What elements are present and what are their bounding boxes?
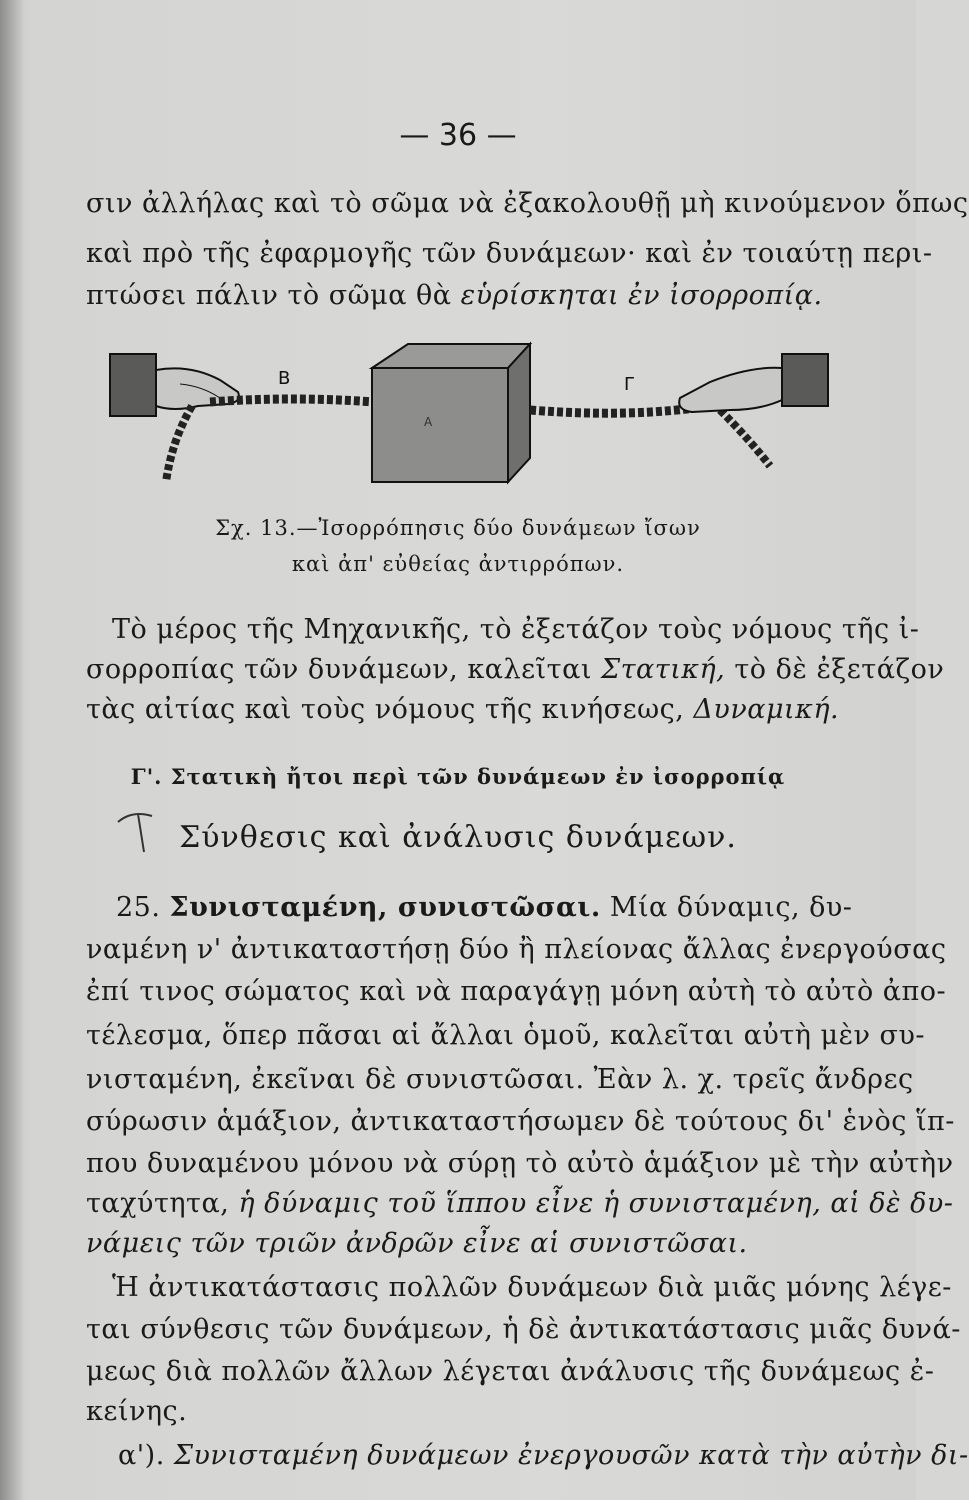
paragraph2-line2-b: τὸ δὲ ἐξετάζον [734, 654, 945, 685]
paragraph1-line1: σιν ἀλλήλας καὶ τὸ σῶμα νὰ ἐξακολουθῇ μὴ κινούμενον ὅπως [86, 188, 969, 219]
subsection-heading: Γ'. Στατικὴ ἤτοι περὶ τῶν δυνάμεων ἐν ἰσορροπίᾳ [130, 764, 786, 789]
paragraph3-line3: ἐπί τινος σώματος καὶ νὰ παραγάγῃ μόνη αὐτὴ τὸ αὐτὸ ἀπο- [86, 976, 947, 1007]
paragraph1-line3-text: πτώσει πάλιν τὸ σῶμα θὰ [86, 280, 452, 311]
paragraph3-line5: νισταμένη, ἐκεῖναι δὲ συνιστῶσαι. Ἐὰν λ. χ. τρεῖς ἄνδρες [86, 1064, 914, 1095]
paragraph5-label: α'). [118, 1440, 165, 1471]
section-heading: Σύνθεσις καὶ ἀνάλυσις δυνάμεων. [179, 820, 737, 855]
paragraph3-line1-rest: Μία δύναμις, δυ- [609, 892, 853, 923]
figure-label-g: Γ [624, 374, 635, 395]
paragraph5-line1 [118, 1438, 969, 1474]
paragraph3-line8-italic: ἡ δύναμις τοῦ ἵππου εἶνε ἡ συνισταμένη, αἱ δὲ δυ- [238, 1188, 954, 1219]
paragraph3-number: 25. [116, 892, 161, 923]
paragraph3-line8 [86, 1186, 954, 1222]
paragraph1-line3 [86, 278, 844, 314]
figure-label-b: Β [278, 368, 291, 389]
paragraph2-line3 [86, 692, 844, 728]
paragraph3-line8-a: ταχύτητα, [86, 1188, 230, 1219]
figure-caption-line1: Σχ. 13.—Ἰσορρόπησις δύο δυνάμεων ἴσων [215, 516, 701, 540]
paragraph3-line4: τέλεσμα, ὅπερ πᾶσαι αἱ ἄλλαι ὁμοῦ, καλεῖται αὐτὴ μὲν συ- [86, 1020, 926, 1051]
rope-left-hanging [166, 406, 192, 482]
paragraph1-line3-italic: εὑρίσκηται ἐν ἰσορροπίᾳ. [460, 280, 823, 311]
paragraph4-line2: ται σύνθεσις τῶν δυνάμεων, ἡ δὲ ἀντικατάστασις μιᾶς δυνά- [86, 1314, 961, 1345]
block-a [372, 344, 530, 482]
paragraph3-line9-italic: νάμεις τῶν τριῶν ἀνδρῶν εἶνε αἱ συνιστῶσαι. [86, 1228, 748, 1259]
paragraph2-line2-a: σορροπίας τῶν δυνάμεων, καλεῖται [86, 654, 592, 685]
paragraph3-line1 [116, 890, 853, 926]
paragraph3-title: Συνισταμένη, συνιστῶσαι. [169, 892, 601, 923]
paragraph4-line3: μεως διὰ πολλῶν ἄλλων λέγεται ἀνάλυσις τῆς δυνάμεως ἐ- [86, 1356, 935, 1387]
right-hand-icon [679, 354, 828, 412]
book-spine-shadow [0, 0, 22, 1500]
paragraph3-line6: σύρωσιν ἁμάξιον, ἀντικαταστήσωμεν δὲ τούτους δι' ἑνὸς ἵπ- [86, 1106, 955, 1137]
paragraph3-line2: ναμένη ν' ἀντικαταστήσῃ δύο ἢ πλείονας ἄλλας ἐνεργούσας [86, 934, 947, 965]
rope-right-hanging [720, 410, 770, 466]
paragraph2-line2-italic: Στατική, [601, 654, 726, 685]
figure-label-a: Α [424, 415, 433, 429]
paragraph2-line3-italic: Δυναμική. [693, 694, 840, 725]
figure-caption-line2: καὶ ἀπ' εὐθείας ἀντιρρόπων. [291, 552, 625, 576]
paragraph4-line1: Ἡ ἀντικατάστασις πολλῶν δυνάμεων διὰ μιᾶς μόνης λέγε- [112, 1272, 952, 1303]
paragraph2-line1: Τὸ μέρος τῆς Μηχανικῆς, τὸ ἐξετάζον τοὺς νόμους τῆς ἰ- [112, 614, 920, 645]
paragraph3-line7: που δυναμένου μόνου νὰ σύρῃ τὸ αὐτὸ ἁμάξιον μὲ τὴν αὐτὴν [86, 1148, 954, 1179]
page-number: — 36 — [399, 118, 517, 153]
paragraph4-line4: κείνης. [86, 1396, 188, 1427]
figure-equilibrium-illustration [110, 340, 830, 500]
paragraph5-text: Συνισταμένη δυνάμεων ἐνεργουσῶν κατὰ τὴν αὐτὴν δι- [173, 1440, 969, 1471]
paragraph1-line2: καὶ πρὸ τῆς ἐφαρμογῆς τῶν δυνάμεων· καὶ ἐν τοιαύτῃ περι- [86, 238, 933, 269]
paragraph2-line2 [86, 652, 945, 688]
paragraph2-line3-a: τὰς αἰτίας καὶ τοὺς νόμους τῆς κινήσεως, [86, 694, 685, 725]
paragraph3-line9 [86, 1226, 844, 1262]
left-hand-icon [110, 354, 239, 416]
